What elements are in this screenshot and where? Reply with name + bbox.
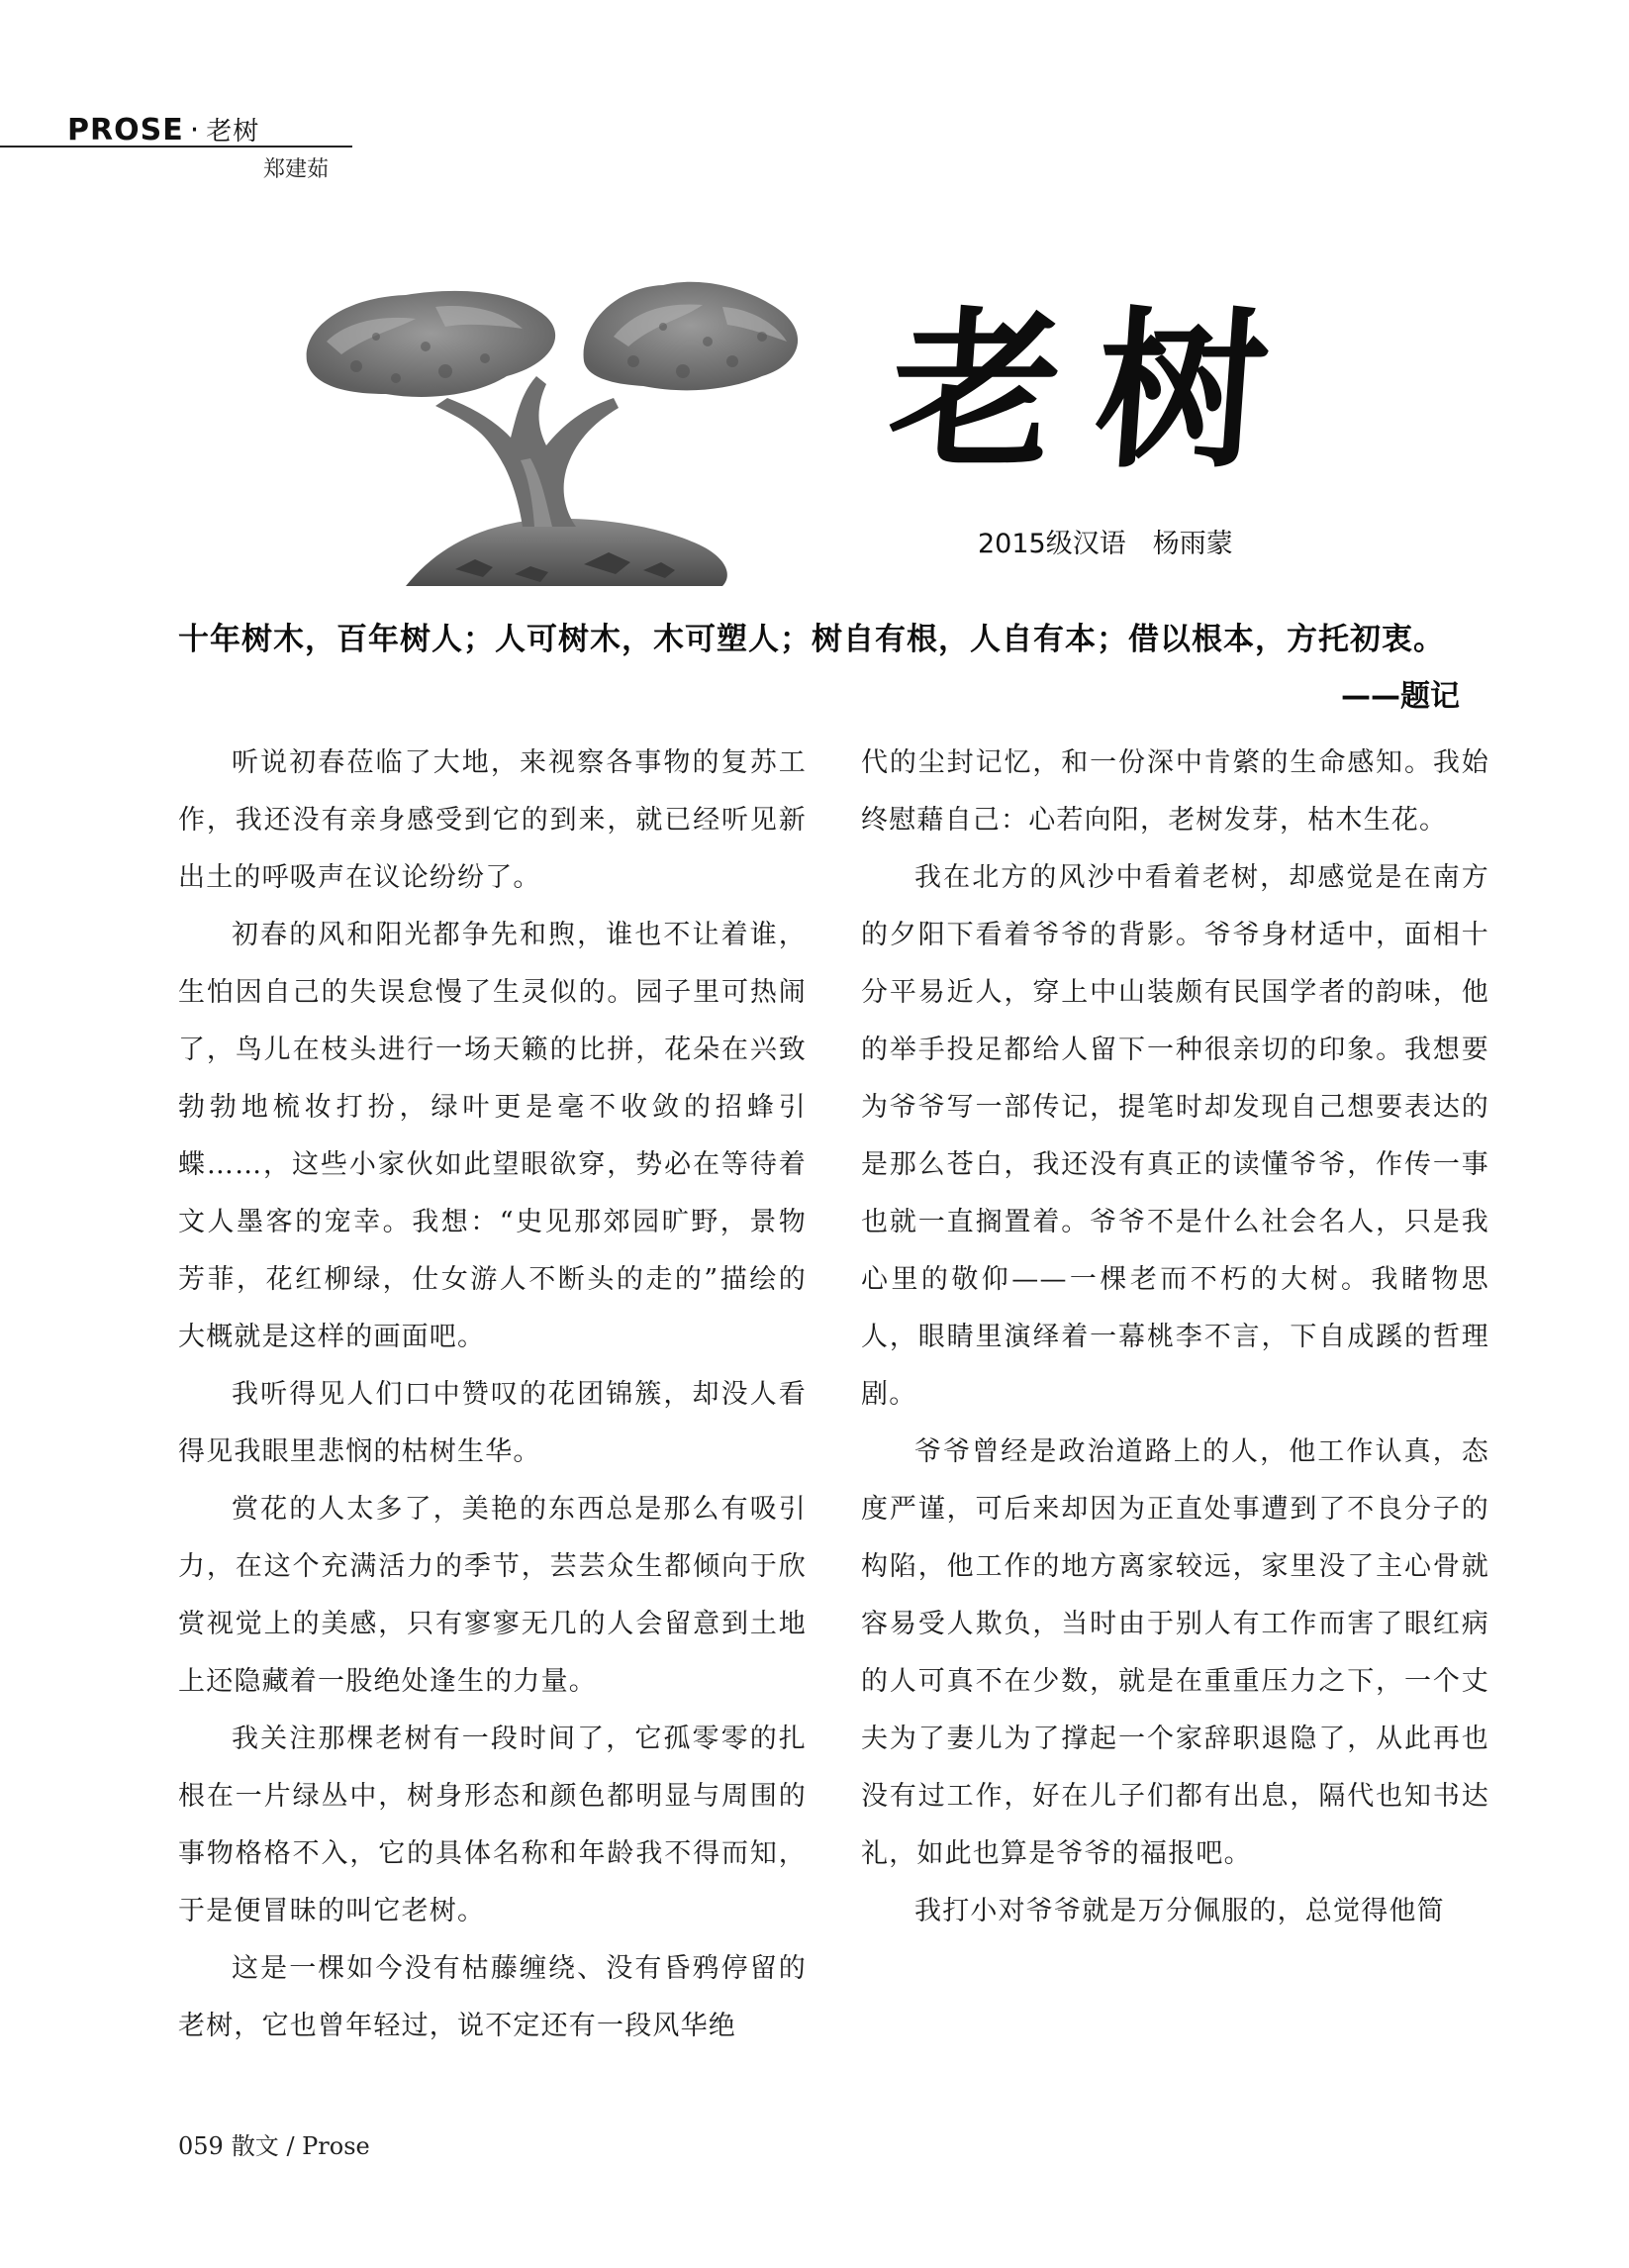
paragraph-continuation: 代的尘封记忆，和一份深中肯綮的生命感知。我始终慰藉自己：心若向阳，老树发芽，枯木生花。 bbox=[861, 747, 1489, 836]
paragraph: 听说初春莅临了大地，来视察各事物的复苏工作，我还没有亲身感受到它的到来，就已经听见新出土的呼吸声在议论纷纷了。 bbox=[178, 747, 807, 893]
epigraph: 十年树木，百年树人；人可树木，木可塑人；树自有根，人自有本；借以根本，方托初衷。 bbox=[178, 622, 1445, 657]
body-column-right bbox=[861, 735, 1489, 1940]
paragraph: 这是一棵如今没有枯藤缠绕、没有昏鸦停留的老树，它也曾年轻过，说不定还有一段风华绝 bbox=[178, 1953, 807, 2041]
section-title: 老树 bbox=[206, 117, 260, 147]
bonsai-tree-icon bbox=[287, 267, 821, 594]
paragraph: 我听得见人们口中赞叹的花团锦簇，却没人看得见我眼里悲悯的枯树生华。 bbox=[178, 1379, 807, 1467]
brand-label: PROSE bbox=[67, 113, 184, 148]
epigraph-source: ——题记 bbox=[1341, 679, 1460, 714]
body-column-left bbox=[178, 735, 807, 2055]
paragraph: 我关注那棵老树有一段时间了，它孤零零的扎根在一片绿丛中，树身形态和颜色都明显与周围的事物格格不入，它的具体名称和年龄我不得而知，于是便冒昧的叫它老树。 bbox=[178, 1724, 807, 1926]
header-separator: · bbox=[189, 113, 201, 148]
paragraph: 初春的风和阳光都争先和煦，谁也不让着谁，生怕因自己的失误怠慢了生灵似的。园子里可热闹了，鸟儿在枝头进行一场天籁的比拼，花朵在兴致勃勃地梳妆打扮，绿叶更是毫不收敛的招蜂引蝶……，这些小家伙如此望眼欲穿，势必在等待着文人墨客的宠幸。我想：“史见那郊园旷野，景物芳菲，花红柳绿，仕女游人不断头的走的”描绘的大概就是这样的画面吧。 bbox=[178, 920, 807, 1352]
paragraph: 赏花的人太多了，美艳的东西总是那么有吸引力，在这个充满活力的季节，芸芸众生都倾向于欣赏视觉上的美感，只有寥寥无几的人会留意到土地上还隐藏着一股绝处逢生的力量。 bbox=[178, 1494, 807, 1697]
paragraph: 爷爷曾经是政治道路上的人，他工作认真，态度严谨，可后来却因为正直处事遭到了不良分子的构陷，他工作的地方离家较远，家里没了主心骨就容易受人欺负，当时由于别人有工作而害了眼红病的人可真不在少数，就是在重重压力之下，一个丈夫为了妻儿为了撑起一个家辞职退隐了，从此再也没有过工作，好在儿子们都有出息，隔代也知书达礼，如此也算是爷爷的福报吧。 bbox=[861, 1436, 1489, 1869]
article-title: 老树 bbox=[883, 290, 1310, 491]
page-footer bbox=[178, 2126, 370, 2161]
author-byline: 2015级汉语 杨雨蒙 bbox=[978, 529, 1233, 559]
footer-label: 散文 / Prose bbox=[231, 2132, 370, 2160]
magazine-header bbox=[67, 111, 259, 148]
paragraph: 我打小对爷爷就是万分佩服的，总觉得他简 bbox=[914, 1896, 1445, 1926]
editor-name: 郑建茹 bbox=[263, 157, 330, 182]
paragraph: 我在北方的风沙中看着老树，却感觉是在南方的夕阳下看着爷爷的背影。爷爷身材适中，面相十分平易近人，穿上中山装颇有民国学者的韵味，他的举手投足都给人留下一种很亲切的印象。我想要为爷爷写一部传记，提笔时却发现自己想要表达的是那么苍白，我还没有真正的读懂爷爷，作传一事也就一直搁置着。爷爷不是什么社会名人，只是我心里的敬仰——一棵老而不朽的大树。我睹物思人，眼睛里演绎着一幕桃李不言，下自成蹊的哲理剧。 bbox=[861, 862, 1489, 1410]
page-number: 059 bbox=[178, 2132, 224, 2160]
header-rule bbox=[0, 146, 352, 148]
